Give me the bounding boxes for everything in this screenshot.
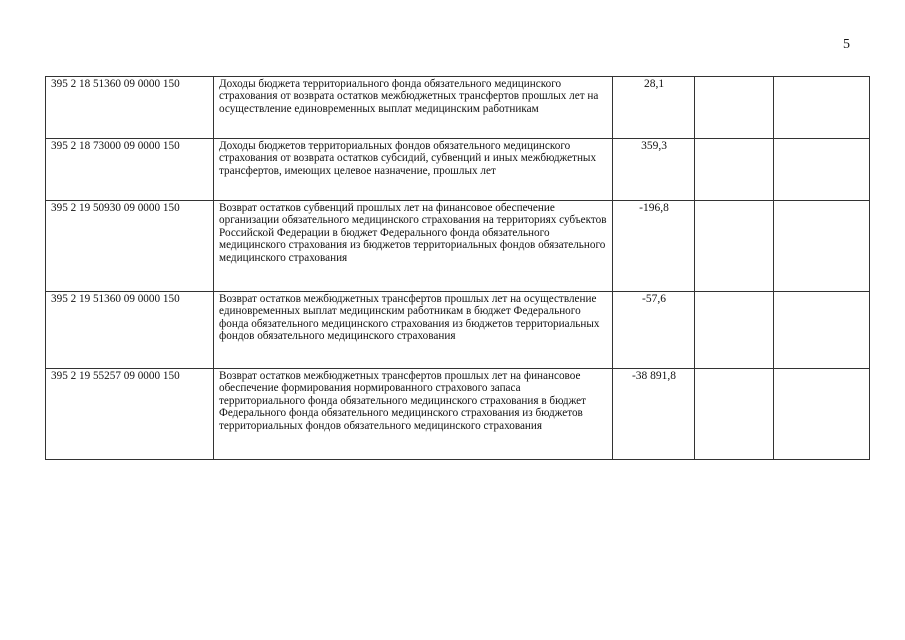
- amount-cell: -196,8: [613, 201, 695, 292]
- table-row: [46, 139, 870, 201]
- empty-cell: [695, 369, 774, 460]
- amount-cell: 359,3: [613, 139, 695, 201]
- budget-code-cell: 395 2 18 73000 09 0000 150: [46, 139, 214, 201]
- amount-cell: -57,6: [613, 292, 695, 369]
- page-number: 5: [843, 37, 850, 52]
- empty-cell: [695, 139, 774, 201]
- budget-code-cell: 395 2 19 51360 09 0000 150: [46, 292, 214, 369]
- amount-cell: 28,1: [613, 77, 695, 139]
- empty-cell: [695, 77, 774, 139]
- empty-cell: [774, 139, 870, 201]
- empty-cell: [774, 77, 870, 139]
- table-row: [46, 369, 870, 460]
- description-cell: Доходы бюджетов территориальных фондов обязательного медицинского страхования от возврата остатков субсидий, субвенций и иных межбюджетных трансфертов, имеющих целевое назначение, прошлых лет: [214, 139, 613, 201]
- empty-cell: [695, 292, 774, 369]
- table-row: [46, 292, 870, 369]
- description-cell: Возврат остатков межбюджетных трансфертов прошлых лет на финансовое обеспечение формирования нормированного страхового запаса территориального фонда обязательного медицинского страхования в бюджет Федерального фонда обязательного медицинского страхования из бюджетов территориальных фондов обязательного медицинского страхования: [214, 369, 613, 460]
- description-cell: Доходы бюджета территориального фонда обязательного медицинского страхования от возврата остатков межбюджетных трансфертов прошлых лет на осуществление единовременных выплат медицинским работникам: [214, 77, 613, 139]
- empty-cell: [695, 201, 774, 292]
- table-row: [46, 77, 870, 139]
- empty-cell: [774, 369, 870, 460]
- empty-cell: [774, 201, 870, 292]
- table-row: [46, 201, 870, 292]
- budget-revenue-table: [45, 76, 870, 460]
- empty-cell: [774, 292, 870, 369]
- description-cell: Возврат остатков субвенций прошлых лет на финансовое обеспечение организации обязательного медицинского страхования на территориях субъектов Российской Федерации в бюджет Федерального фонда обязательного медицинского страхования из бюджетов территориальных фондов обязательного медицинского страхования: [214, 201, 613, 292]
- description-cell: Возврат остатков межбюджетных трансфертов прошлых лет на осуществление единовременных выплат медицинским работникам в бюджет Федерального фонда обязательного медицинского страхования из бюджетов территориальных фондов обязательного медицинского страхования: [214, 292, 613, 369]
- budget-code-cell: 395 2 18 51360 09 0000 150: [46, 77, 214, 139]
- budget-code-cell: 395 2 19 55257 09 0000 150: [46, 369, 214, 460]
- amount-cell: -38 891,8: [613, 369, 695, 460]
- budget-code-cell: 395 2 19 50930 09 0000 150: [46, 201, 214, 292]
